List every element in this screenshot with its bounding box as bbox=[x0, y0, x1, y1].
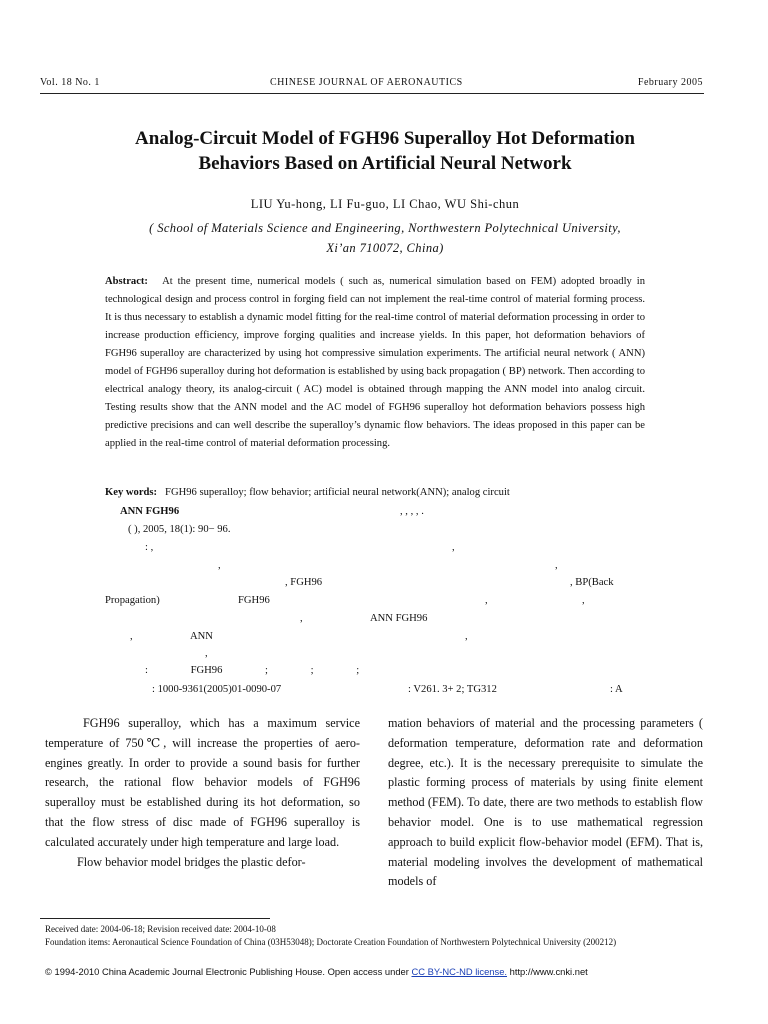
header-rule bbox=[40, 93, 704, 94]
cn-abstract-fragment: , bbox=[465, 631, 468, 642]
title-line: Behaviors Based on Artificial Neural Network bbox=[198, 153, 572, 174]
cn-abstract-fragment: , bbox=[300, 613, 303, 624]
cn-abstract-fragment: ANN FGH96 bbox=[370, 613, 428, 624]
affiliation-line: Xi’an 710072, China) bbox=[326, 241, 444, 255]
cn-article-id: : 1000-9361(2005)01-0090-07 bbox=[152, 684, 282, 695]
body-column-left bbox=[45, 714, 360, 872]
author-list: LIU Yu-hong, LI Fu-guo, LI Chao, WU Shi-chun bbox=[250, 197, 520, 211]
cn-abstract-fragment: , FGH96 bbox=[285, 577, 323, 588]
paper-title bbox=[40, 126, 730, 176]
abstract-label: Abstract: bbox=[105, 276, 148, 287]
keywords-text: FGH96 superalloy; flow behavior; artificial neural network(ANN); analog circuit bbox=[165, 487, 510, 498]
cn-citation: ( ), 2005, 18(1): 90− 96. bbox=[128, 524, 231, 535]
cn-abstract-fragment: ANN bbox=[190, 631, 213, 642]
title-line: Analog-Circuit Model of FGH96 Superalloy Hot Deformation bbox=[135, 128, 635, 149]
cn-class-code: : V261. 3+ 2; TG312 bbox=[408, 684, 497, 695]
cn-authors-fragment: , , , , . bbox=[400, 506, 424, 517]
cn-abstract-fragment: , bbox=[452, 542, 455, 553]
copyright-line: © 1994-2010 China Academic Journal Electronic Publishing House. Open access under CC BY-NC-ND license. http://www.cnki.net bbox=[45, 966, 588, 977]
keywords-label: Key words: bbox=[105, 487, 158, 498]
cn-abstract-fragment: : , bbox=[145, 542, 154, 553]
cn-abstract-fragment: , bbox=[130, 631, 133, 642]
cn-abstract-fragment: , BP(Back bbox=[570, 577, 614, 588]
keywords bbox=[105, 487, 705, 498]
body-paragraph: Flow behavior model bridges the plastic defor- bbox=[77, 854, 306, 869]
cn-abstract-fragment: FGH96 bbox=[238, 595, 270, 606]
cn-doc-code: : A bbox=[610, 684, 623, 695]
cn-abstract-fragment: , bbox=[218, 560, 221, 571]
body-paragraph: mation behaviors of material and the processing parameters ( deformation temperature, deformation rate and deformation degree, etc.). It is the necessary prerequisite to simulate the plastic forming process of materials by using finite element method (FEM). To date, there are two methods to establish flow behavior model. One is to use mathematical regression approach to build explicit flow-behavior model (EFM). That is, material modeling involves the development of mathematical models of bbox=[388, 716, 703, 889]
received-dates: Received date: 2004-06-18; Revision received date: 2004-10-08 bbox=[45, 924, 276, 934]
cn-title-fragment: ANN FGH96 bbox=[120, 506, 180, 517]
cn-abstract-fragment: , bbox=[582, 595, 585, 606]
foundation-items: Foundation items: Aeronautical Science Foundation of China (03H53048); Doctorate Creation Foundation of Northwestern Polytechnical University (200212) bbox=[45, 937, 617, 947]
cn-abstract-fragment: , bbox=[205, 648, 208, 659]
cn-abstract-fragment: Propagation) bbox=[105, 595, 160, 606]
volume-issue: Vol. 18 No. 1 bbox=[40, 77, 100, 88]
cn-keywords: : FGH96 ; ; ; bbox=[145, 665, 360, 676]
affiliation-line: ( School of Materials Science and Engineering, Northwestern Polytechnical University, bbox=[149, 221, 621, 235]
affiliation bbox=[40, 218, 730, 258]
cn-abstract-fragment: , bbox=[555, 560, 558, 571]
issue-date: February 2005 bbox=[637, 77, 703, 88]
footnote-rule bbox=[40, 918, 270, 919]
cn-abstract-fragment: , bbox=[485, 595, 488, 606]
license-link[interactable]: CC BY-NC-ND license. bbox=[411, 966, 508, 977]
body-column-right bbox=[388, 714, 703, 892]
journal-name: CHINESE JOURNAL OF AERONAUTICS bbox=[270, 77, 463, 88]
abstract bbox=[105, 273, 645, 453]
body-paragraph: FGH96 superalloy, which has a maximum service temperature of 750℃, will increase the properties of aero-engines greatly. In order to provide a sound basis for further research, the rational flow behavior models of FGH96 superalloy must be established during its hot deformation, so that the flow stress of disc made of FGH96 superalloy is calculated accurately under high temperature and large load. bbox=[45, 716, 360, 849]
abstract-text: At the present time, numerical models ( such as, numerical simulation based on FEM) adopted broadly in technological design and process control in forging field can not implement the real-time control of material forming process. It is thus necessary to establish a dynamic model fitting for the real-time control of material deformation processing in order to increase production efficiency, improve forging qualities and increase yields. In this paper, hot deformation behaviors of FGH96 superalloy are characterized by using hot compressive simulation experiments. The artificial neural network ( ANN) model of FGH96 superalloy during hot deformation is established by using back propagation ( BP) network. Then according to electrical analogy theory, its analog-circuit ( AC) model is obtained through mapping the ANN model into analog circuit. Testing results show that the ANN model and the AC model of FGH96 superalloy hot deformation behaviors possess high predictive precisions and can well describe the superalloy’s dynamic flow behaviors. The ideas proposed in this paper can be applied in the real-time control of material deformation processing. bbox=[105, 276, 645, 449]
